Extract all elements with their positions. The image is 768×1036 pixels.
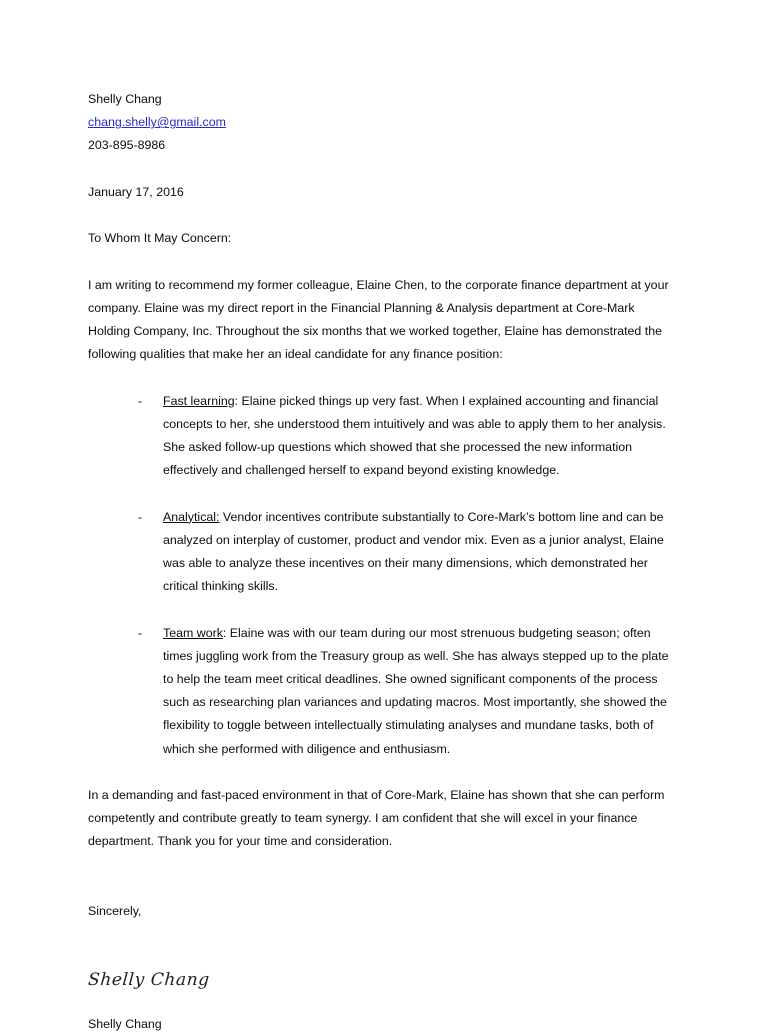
spacer bbox=[88, 158, 674, 181]
signature-line bbox=[88, 969, 674, 993]
sender-phone: 203-895-8986 bbox=[88, 138, 166, 153]
bullet-marker: - bbox=[138, 509, 143, 524]
letter-date: January 17, 2016 bbox=[88, 184, 184, 199]
bullet-content bbox=[163, 506, 674, 599]
spacer bbox=[88, 250, 674, 273]
closing-salutation: Sincerely, bbox=[88, 903, 142, 918]
spacer bbox=[88, 923, 674, 969]
list-item bbox=[88, 506, 674, 599]
list-item bbox=[88, 622, 674, 761]
sender-name: Shelly Chang bbox=[88, 92, 162, 106]
spacer bbox=[88, 366, 674, 389]
bullet-marker: - bbox=[138, 625, 143, 640]
spacer bbox=[88, 761, 674, 784]
letter-body bbox=[88, 88, 674, 1036]
closing-paragraph: In a demanding and fast-paced environment in that of Core-Mark, Elaine has shown that she can perform competently and contribute greatly to team synergy. I am confident that she will excel in your finance department. Thank you for your time and consideration. bbox=[88, 787, 665, 849]
signature-printed-name: Shelly Chang bbox=[88, 1017, 162, 1031]
bullet-text: : Elaine picked things up very fast. When I explained accounting and financial concepts to her, she understood them intuitively and was able to apply them to her analysis. She asked follow-up questions which showed that she processed the new information effectively and challenged herself to expand beyond existing knowledge. bbox=[163, 393, 666, 478]
bullet-marker: - bbox=[138, 393, 143, 408]
sender-email-line bbox=[88, 111, 674, 134]
bullet-content bbox=[163, 390, 674, 483]
opening-paragraph: I am writing to recommend my former colleague, Elaine Chen, to the corporate finance department at your company. Elaine was my direct report in the Financial Planning & Analysis department at Core-Mark Holding Company, Inc. Throughout the six months that we worked together, Elaine has demonstrated the following qualities that make her an ideal candidate for any finance position: bbox=[88, 277, 669, 362]
bullet-heading: Team work bbox=[163, 625, 223, 640]
sender-email-link[interactable]: chang.shelly@gmail.com bbox=[88, 115, 226, 130]
bullet-heading: Analytical: bbox=[163, 509, 220, 524]
bullet-heading: Fast learning bbox=[163, 393, 235, 408]
spacer bbox=[88, 854, 674, 900]
handwritten-signature: Shelly Chang bbox=[87, 969, 211, 990]
spacer bbox=[88, 204, 674, 227]
bullet-text: : Elaine was with our team during our most strenuous budgeting season; often times juggling work from the Treasury group as well. She has always stepped up to the plate to help the team meet critical deadlines. She owned significant components of the process such as researching plan variances and updating macros. Most importantly, she showed the flexibility to toggle between intellectually stimulating analyses and mundane tasks, both of which she performed with diligence and enthusiasm. bbox=[163, 625, 669, 756]
qualities-list bbox=[88, 390, 674, 761]
bullet-content bbox=[163, 622, 674, 761]
bullet-text: Vendor incentives contribute substantially to Core-Mark’s bottom line and can be analyzed on interplay of customer, product and vendor mix. Even as a junior analyst, Elaine was able to analyze these incentives on their many dimensions, which demonstrated her critical thinking skills. bbox=[163, 509, 664, 594]
salutation: To Whom It May Concern: bbox=[88, 231, 232, 246]
spacer bbox=[88, 993, 674, 1013]
list-item bbox=[88, 390, 674, 483]
